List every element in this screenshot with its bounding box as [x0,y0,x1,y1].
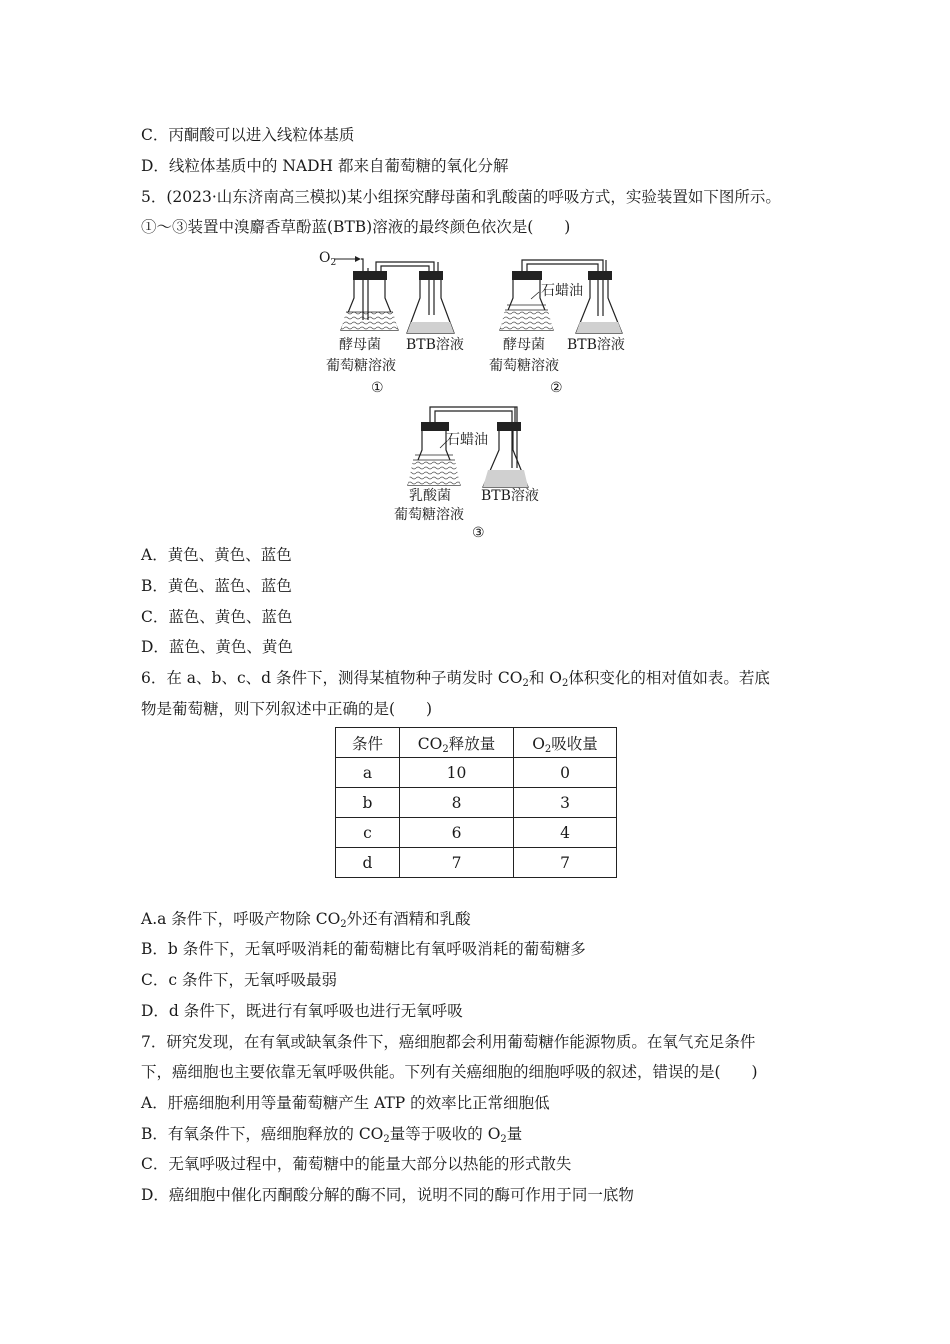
table-cell: 0 [514,758,617,788]
q6-option-b: B．b 条件下，无氧呼吸消耗的葡萄糖比有氧呼吸消耗的葡萄糖多 [141,940,586,958]
q5-stem-line2: ①～③装置中溴麝香草酚蓝(BTB)溶液的最终颜色依次是( ) [141,218,571,236]
yeast-label-2: 酵母菌 [503,337,545,353]
btb-label-1: BTB溶液 [406,337,464,353]
q6-option-a: A.a 条件下，呼吸产物除 $CO_2$外还有酒精和乳酸 [141,910,471,930]
header-o2-uptake: $O_2$吸收量 [514,728,617,758]
q7-option-d: D．癌细胞中催化丙酮酸分解的酶不同，说明不同的酶可作用于同一底物 [141,1186,634,1204]
glucose-label-1: 葡萄糖溶液 [326,358,396,374]
wax-label-3: 石蜡油 [446,432,488,448]
table-cell: 8 [400,788,514,818]
q5-option-c: C．蓝色、黄色、蓝色 [141,608,293,626]
table-cell: 7 [400,848,514,878]
apparatus-1 [319,250,464,396]
apparatus-2 [489,260,625,396]
q5-option-b: B．黄色、蓝色、蓝色 [141,577,292,595]
table-cell: d [336,848,400,878]
glucose-label-3: 葡萄糖溶液 [394,507,464,523]
table-row [336,788,617,818]
table-cell: 3 [514,788,617,818]
table-cell: 10 [400,758,514,788]
btb-label-3: BTB溶液 [481,488,539,504]
table-cell: 6 [400,818,514,848]
yeast-label-1: 酵母菌 [339,337,381,353]
q5-option-d: D．蓝色、黄色、黄色 [141,638,293,656]
table-cell: b [336,788,400,818]
header-condition: 条件 [336,728,400,758]
q7-option-c: C．无氧呼吸过程中，葡萄糖中的能量大部分以热能的形式散失 [141,1155,572,1173]
q6-stem-line2: 物是葡萄糖，则下列叙述中正确的是( ) [141,700,433,718]
q7-stem-line1: 7．研究发现，在有氧或缺氧条件下，癌细胞都会利用葡萄糖作能源物质。在氧气充足条件 [141,1033,756,1051]
apparatus-number-1: ① [371,380,384,396]
table-row [336,818,617,848]
q5-apparatus-figure [0,0,950,545]
table-header-row [336,728,617,758]
q5-option-a: A．黄色、黄色、蓝色 [141,546,292,564]
q6-option-c: C．c 条件下，无氧呼吸最弱 [141,971,337,989]
table-row [336,758,617,788]
q5-stem-line1: 5．(2023·山东济南高三模拟)某小组探究酵母菌和乳酸菌的呼吸方式，实验装置如下图所示。 [141,188,781,206]
q6-option-d: D．d 条件下，既进行有氧呼吸也进行无氧呼吸 [141,1002,463,1020]
q4-option-c: C．丙酮酸可以进入线粒体基质 [141,126,355,144]
q4-option-d: D．线粒体基质中的 NADH 都来自葡萄糖的氧化分解 [141,157,509,175]
q7-option-a: A．肝癌细胞利用等量葡萄糖产生 ATP 的效率比正常细胞低 [141,1094,550,1112]
q6-data-table [335,727,617,878]
table-row [336,848,617,878]
btb-label-2: BTB溶液 [567,337,625,353]
table-cell: 4 [514,818,617,848]
header-co2-release: $CO_2$释放量 [400,728,514,758]
lactic-label: 乳酸菌 [409,488,451,504]
glucose-label-2: 葡萄糖溶液 [489,358,559,374]
table-cell: 7 [514,848,617,878]
apparatus-3 [394,407,539,541]
apparatus-number-2: ② [550,380,563,396]
table-cell: c [336,818,400,848]
q7-option-b: B．有氧条件下，癌细胞释放的 $CO_2$量等于吸收的 $O_2$量 [141,1125,523,1145]
o2-label: $O_2$ [319,250,337,268]
q7-stem-line2: 下，癌细胞也主要依靠无氧呼吸供能。下列有关癌细胞的细胞呼吸的叙述，错误的是( ) [141,1063,758,1081]
q6-stem-line1: 6．在 a、b、c、d 条件下，测得某植物种子萌发时 $CO_2$和 $O_2$体积变化的相对值如表。若底 [141,669,770,689]
table-cell: a [336,758,400,788]
apparatus-number-3: ③ [472,525,485,541]
wax-label-2: 石蜡油 [541,283,583,299]
